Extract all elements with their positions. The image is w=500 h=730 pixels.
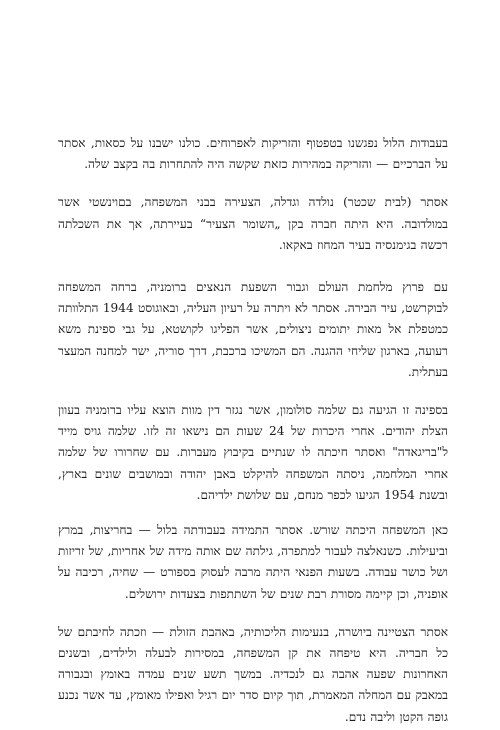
paragraph-war-aliyah: עם פרוץ מלחמת העולם וגבור השפעת הנאצים ברומניה, ברחה המשפחה לבוקרשט, עיר הבירה. אסתר לא ויתרה על רעיון העליה, ובאוגוסט 1944 התלוותה כמטפלת אל מאות יתומים ניצולים, אשר הפליגו לקושטא, על גבי ספינת משא רעועה, בארגון שליחי ההגנה. הם המשיכו ברכבת, דרך סוריה, ישר למחנה המעצר בעתלית. <box>58 280 448 379</box>
paragraph-marriage: בספינה זו הגיעה גם שלמה סולומון, אשר נגזר דין מוות הוצא עליו ברומניה בעוון הצלת יהודים. אחרי היכרות של 24 שעות הם נישאו זה לזו. שלמה גויס מייד ל"בריגאדה" ואסתר חיכתה לו שנתיים בקיבוץ מעברות. עם שחרורו של שלמה אחרי המלחמה, ניסתה המשפחה להיקלט באבן יהודה ובמושבים שונים בארץ, ובשנת 1954 הגיעו לכפר מנחם, עם שלושת ילדיהם. <box>58 403 448 502</box>
paragraph-poultry-work: בעבודות הלול נפגשנו בטפטוף והזריקות לאפרוחים. כולנו ישבנו על כסאות, אסתר על הברכיים — והזריקה במהירות כזאת שקשה היה להתחרות בה בקצב שלה. <box>58 136 448 172</box>
text-column <box>58 133 448 728</box>
paragraph-origins: אסתר (לבית שכטר) נולדה וגדלה, הצעירה בבני המשפחה, בםוינשטי אשר במולדובה. היא היתה חברה בקן „השומר הצעיר“ בעיירתה, אך את השכלתה רכשה בגימנסיה בעיר המחוז באקאו. <box>58 195 448 252</box>
paragraph-character: אסתר הצטיינה ביושרה, בנעימות הליכותיה, באהבת הזולת — וזכתה לחיבתם של כל חבריה. היא טיפחה את קן המשפחה, במסירות לבעלה ולילדים, ובשנים האחרונות שפעה אהבה גם לנכדיה. במשך תשע שנים עמדה באומץ ובגבורה במאבק עם המחלה המאמרת, תוך קיום סדר יום רגיל ואפילו מאומץ, עד אשר נכנע גופה הקטן וליבה נדם. <box>58 624 448 724</box>
paragraph-kfar-menahem: כאן המשפחה היכתה שורש. אסתר התמידה בעבודתה בלול — בחריצות, במרץ וביעילות. כשנאלצה לעבור למתפרה, גילתה שם אותה מידה של אחריות, של זריזות ושל כושר עבודה. בשעות הפנאי היתה מרבה לעסוק בספורט — שחיה, רכיבה על אופניה, וכן קיימה מסורת רבת שנים של השתתפות בצעדות ירושלים. <box>58 523 448 601</box>
